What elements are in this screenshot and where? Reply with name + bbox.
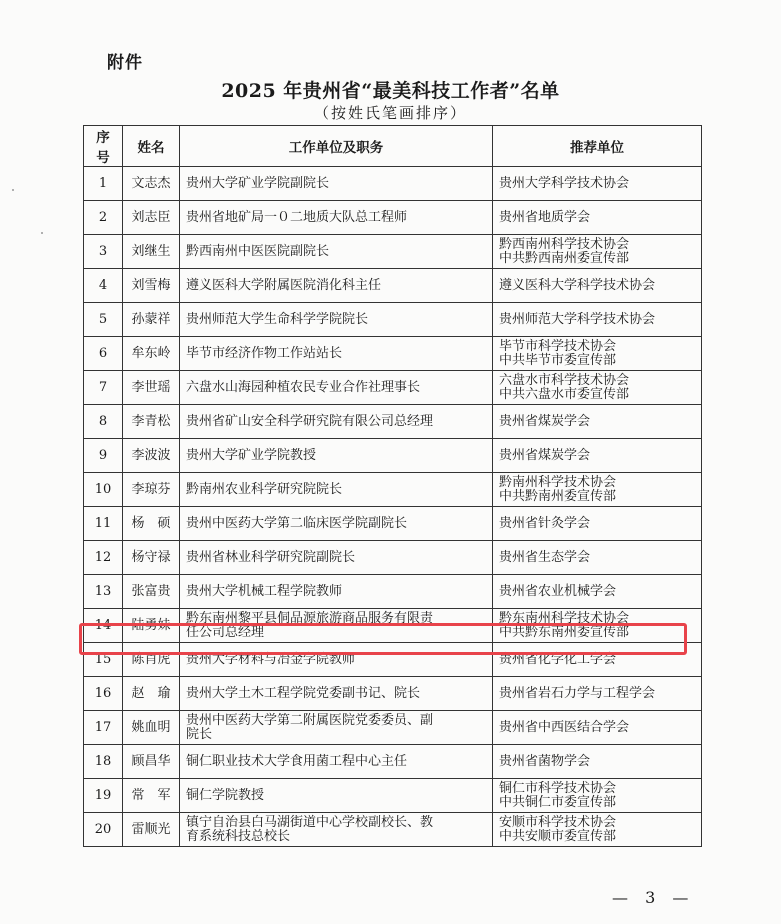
scan-speck xyxy=(12,189,14,191)
table-row xyxy=(84,473,702,507)
work-unit-line: 镇宁自治县白马湖街道中心学校副校长、教 xyxy=(186,814,434,830)
row-number: 16 xyxy=(84,677,123,711)
row-number: 7 xyxy=(84,371,123,405)
table-row xyxy=(84,303,702,337)
work-unit-line: 黔东南州黎平县侗品源旅游商品服务有限责 xyxy=(186,610,434,626)
person-name: 李世瑶 xyxy=(123,371,180,405)
work-unit-line: 黔西南州中医医院副院长 xyxy=(186,243,330,259)
recommending-org-line: 六盘水市科学技术协会 xyxy=(499,372,630,388)
row-number: 3 xyxy=(84,235,123,269)
header-recommending-org: 推荐单位 xyxy=(493,126,702,167)
person-name: 文志杰 xyxy=(123,167,180,201)
recommending-org xyxy=(493,541,702,575)
person-name: 常 军 xyxy=(123,779,180,813)
header-name: 姓名 xyxy=(123,126,180,167)
person-name: 姚血明 xyxy=(123,711,180,745)
document-subtitle: （按姓氏笔画排序） xyxy=(313,104,467,122)
table-row xyxy=(84,609,702,643)
work-unit-position xyxy=(180,235,493,269)
work-unit-line: 贵州省矿山安全科学研究院有限公司总经理 xyxy=(186,413,434,429)
recommending-org xyxy=(493,609,702,643)
recommending-org-line: 中共黔东南州委宣传部 xyxy=(499,624,630,640)
recommending-org-line: 黔南州科学技术协会 xyxy=(499,474,617,490)
recommending-org xyxy=(493,303,702,337)
recommending-org xyxy=(493,235,702,269)
row-number: 14 xyxy=(84,609,123,643)
work-unit-position xyxy=(180,745,493,779)
work-unit-position xyxy=(180,609,493,643)
person-name: 刘雪梅 xyxy=(123,269,180,303)
recommending-org-line: 黔西南州科学技术协会 xyxy=(499,236,630,252)
row-number: 19 xyxy=(84,779,123,813)
work-unit-line: 黔南州农业科学研究院院长 xyxy=(186,481,343,497)
recommending-org-line: 毕节市科学技术协会 xyxy=(499,338,617,354)
work-unit-position xyxy=(180,473,493,507)
person-name: 刘志臣 xyxy=(123,201,180,235)
work-unit-position xyxy=(180,371,493,405)
work-unit-position xyxy=(180,643,493,677)
work-unit-position xyxy=(180,779,493,813)
recommending-org-line: 贵州大学科学技术协会 xyxy=(499,175,630,191)
work-unit-position xyxy=(180,711,493,745)
recommending-org xyxy=(493,473,702,507)
recommending-org xyxy=(493,337,702,371)
table-row xyxy=(84,201,702,235)
table-row xyxy=(84,813,702,847)
table-row xyxy=(84,235,702,269)
recommending-org xyxy=(493,371,702,405)
recommending-org xyxy=(493,405,702,439)
table-row xyxy=(84,439,702,473)
table-row xyxy=(84,371,702,405)
recommending-org-line: 中共黔南州委宣传部 xyxy=(499,488,617,504)
work-unit-line: 贵州省地矿局一０二地质大队总工程师 xyxy=(186,209,408,225)
recommending-org-line: 中共毕节市委宣传部 xyxy=(499,352,617,368)
work-unit-line: 铜仁学院教授 xyxy=(186,787,265,803)
person-name: 李琼芬 xyxy=(123,473,180,507)
recommending-org xyxy=(493,813,702,847)
header-unit-position: 工作单位及职务 xyxy=(180,126,493,167)
person-name: 陆勇妹 xyxy=(123,609,180,643)
work-unit-line: 贵州大学矿业学院副院长 xyxy=(186,175,330,191)
work-unit-position xyxy=(180,201,493,235)
work-unit-line: 贵州师范大学生命科学学院院长 xyxy=(186,311,369,327)
person-name: 雷顺光 xyxy=(123,813,180,847)
recommending-org-line: 贵州省中西医结合学会 xyxy=(499,719,630,735)
row-number: 13 xyxy=(84,575,123,609)
recommending-org-line: 贵州省岩石力学与工程学会 xyxy=(499,685,656,701)
recommending-org-line: 中共黔西南州委宣传部 xyxy=(499,250,630,266)
row-number: 6 xyxy=(84,337,123,371)
work-unit-position xyxy=(180,439,493,473)
recommending-org-line: 贵州省农业机械学会 xyxy=(499,583,617,599)
work-unit-line: 贵州中医药大学第二附属医院党委委员、副 xyxy=(186,712,434,728)
recommending-org-line: 铜仁市科学技术协会 xyxy=(499,780,617,796)
work-unit-position xyxy=(180,303,493,337)
row-number: 1 xyxy=(84,167,123,201)
person-name: 赵 瑜 xyxy=(123,677,180,711)
recommending-org-line: 贵州师范大学科学技术协会 xyxy=(499,311,656,327)
recommending-org-line: 中共六盘水市委宣传部 xyxy=(499,386,630,402)
table-row xyxy=(84,405,702,439)
recommending-org-line: 贵州省煤炭学会 xyxy=(499,413,591,429)
scan-speck xyxy=(41,232,43,234)
person-name: 刘继生 xyxy=(123,235,180,269)
table-body xyxy=(84,167,702,847)
work-unit-line: 贵州大学机械工程学院教师 xyxy=(186,583,343,599)
table-header-row xyxy=(84,126,702,167)
table-row xyxy=(84,643,702,677)
recommending-org xyxy=(493,167,702,201)
person-name: 孙蒙祥 xyxy=(123,303,180,337)
work-unit-line: 毕节市经济作物工作站站长 xyxy=(186,345,343,361)
recommending-org-line: 中共铜仁市委宣传部 xyxy=(499,794,617,810)
header-number: 序号 xyxy=(84,126,123,167)
table-row xyxy=(84,507,702,541)
recommending-org xyxy=(493,643,702,677)
row-number: 18 xyxy=(84,745,123,779)
work-unit-line: 院长 xyxy=(186,726,213,742)
row-number: 5 xyxy=(84,303,123,337)
table-row xyxy=(84,677,702,711)
row-number: 17 xyxy=(84,711,123,745)
recommending-org xyxy=(493,201,702,235)
recommending-org xyxy=(493,507,702,541)
person-name: 李波波 xyxy=(123,439,180,473)
table-row xyxy=(84,745,702,779)
table-row xyxy=(84,779,702,813)
recommending-org-line: 贵州省化学化工学会 xyxy=(499,651,617,667)
recommending-org-line: 贵州省煤炭学会 xyxy=(499,447,591,463)
recommending-org xyxy=(493,269,702,303)
table-row xyxy=(84,167,702,201)
table-row xyxy=(84,575,702,609)
recommending-org-line: 贵州省针灸学会 xyxy=(499,515,591,531)
work-unit-position xyxy=(180,405,493,439)
recommending-org xyxy=(493,439,702,473)
row-number: 20 xyxy=(84,813,123,847)
award-list-table xyxy=(83,125,702,847)
person-name: 顾昌华 xyxy=(123,745,180,779)
row-number: 11 xyxy=(84,507,123,541)
row-number: 8 xyxy=(84,405,123,439)
recommending-org-line: 黔东南州科学技术协会 xyxy=(499,610,630,626)
person-name: 陈肖虎 xyxy=(123,643,180,677)
recommending-org xyxy=(493,711,702,745)
person-name: 牟东岭 xyxy=(123,337,180,371)
recommending-org-line: 安顺市科学技术协会 xyxy=(499,814,617,830)
recommending-org xyxy=(493,575,702,609)
recommending-org-line: 中共安顺市委宣传部 xyxy=(499,828,617,844)
work-unit-position xyxy=(180,541,493,575)
table-row xyxy=(84,269,702,303)
work-unit-position xyxy=(180,337,493,371)
work-unit-line: 遵义医科大学附属医院消化科主任 xyxy=(186,277,382,293)
person-name: 杨 硕 xyxy=(123,507,180,541)
person-name: 张富贵 xyxy=(123,575,180,609)
work-unit-line: 贵州大学土木工程学院党委副书记、院长 xyxy=(186,685,421,701)
attachment-label: 附件 xyxy=(107,53,143,73)
recommending-org-line: 贵州省地质学会 xyxy=(499,209,591,225)
page-number: — 3 — xyxy=(612,888,695,907)
table-row xyxy=(84,541,702,575)
work-unit-position xyxy=(180,507,493,541)
recommending-org xyxy=(493,677,702,711)
recommending-org-line: 遵义医科大学科学技术协会 xyxy=(499,277,656,293)
work-unit-line: 任公司总经理 xyxy=(186,624,265,640)
recommending-org xyxy=(493,779,702,813)
table-row xyxy=(84,337,702,371)
work-unit-line: 六盘水山海园种植农民专业合作社理事长 xyxy=(186,379,421,395)
recommending-org-line: 贵州省菌物学会 xyxy=(499,753,591,769)
work-unit-position xyxy=(180,167,493,201)
row-number: 15 xyxy=(84,643,123,677)
table-row xyxy=(84,711,702,745)
row-number: 9 xyxy=(84,439,123,473)
work-unit-position xyxy=(180,813,493,847)
work-unit-line: 贵州大学材料与冶金学院教师 xyxy=(186,651,356,667)
work-unit-position xyxy=(180,269,493,303)
work-unit-line: 育系统科技总校长 xyxy=(186,828,291,844)
recommending-org-line: 贵州省生态学会 xyxy=(499,549,591,565)
work-unit-position xyxy=(180,575,493,609)
row-number: 2 xyxy=(84,201,123,235)
work-unit-line: 贵州中医药大学第二临床医学院副院长 xyxy=(186,515,408,531)
work-unit-position xyxy=(180,677,493,711)
row-number: 4 xyxy=(84,269,123,303)
work-unit-line: 贵州省林业科学研究院副院长 xyxy=(186,549,356,565)
work-unit-line: 铜仁职业技术大学食用菌工程中心主任 xyxy=(186,753,408,769)
row-number: 10 xyxy=(84,473,123,507)
person-name: 杨守禄 xyxy=(123,541,180,575)
person-name: 李青松 xyxy=(123,405,180,439)
row-number: 12 xyxy=(84,541,123,575)
recommending-org xyxy=(493,745,702,779)
work-unit-line: 贵州大学矿业学院教授 xyxy=(186,447,317,463)
document-title: 2025 年贵州省“最美科技工作者”名单 xyxy=(221,80,560,102)
